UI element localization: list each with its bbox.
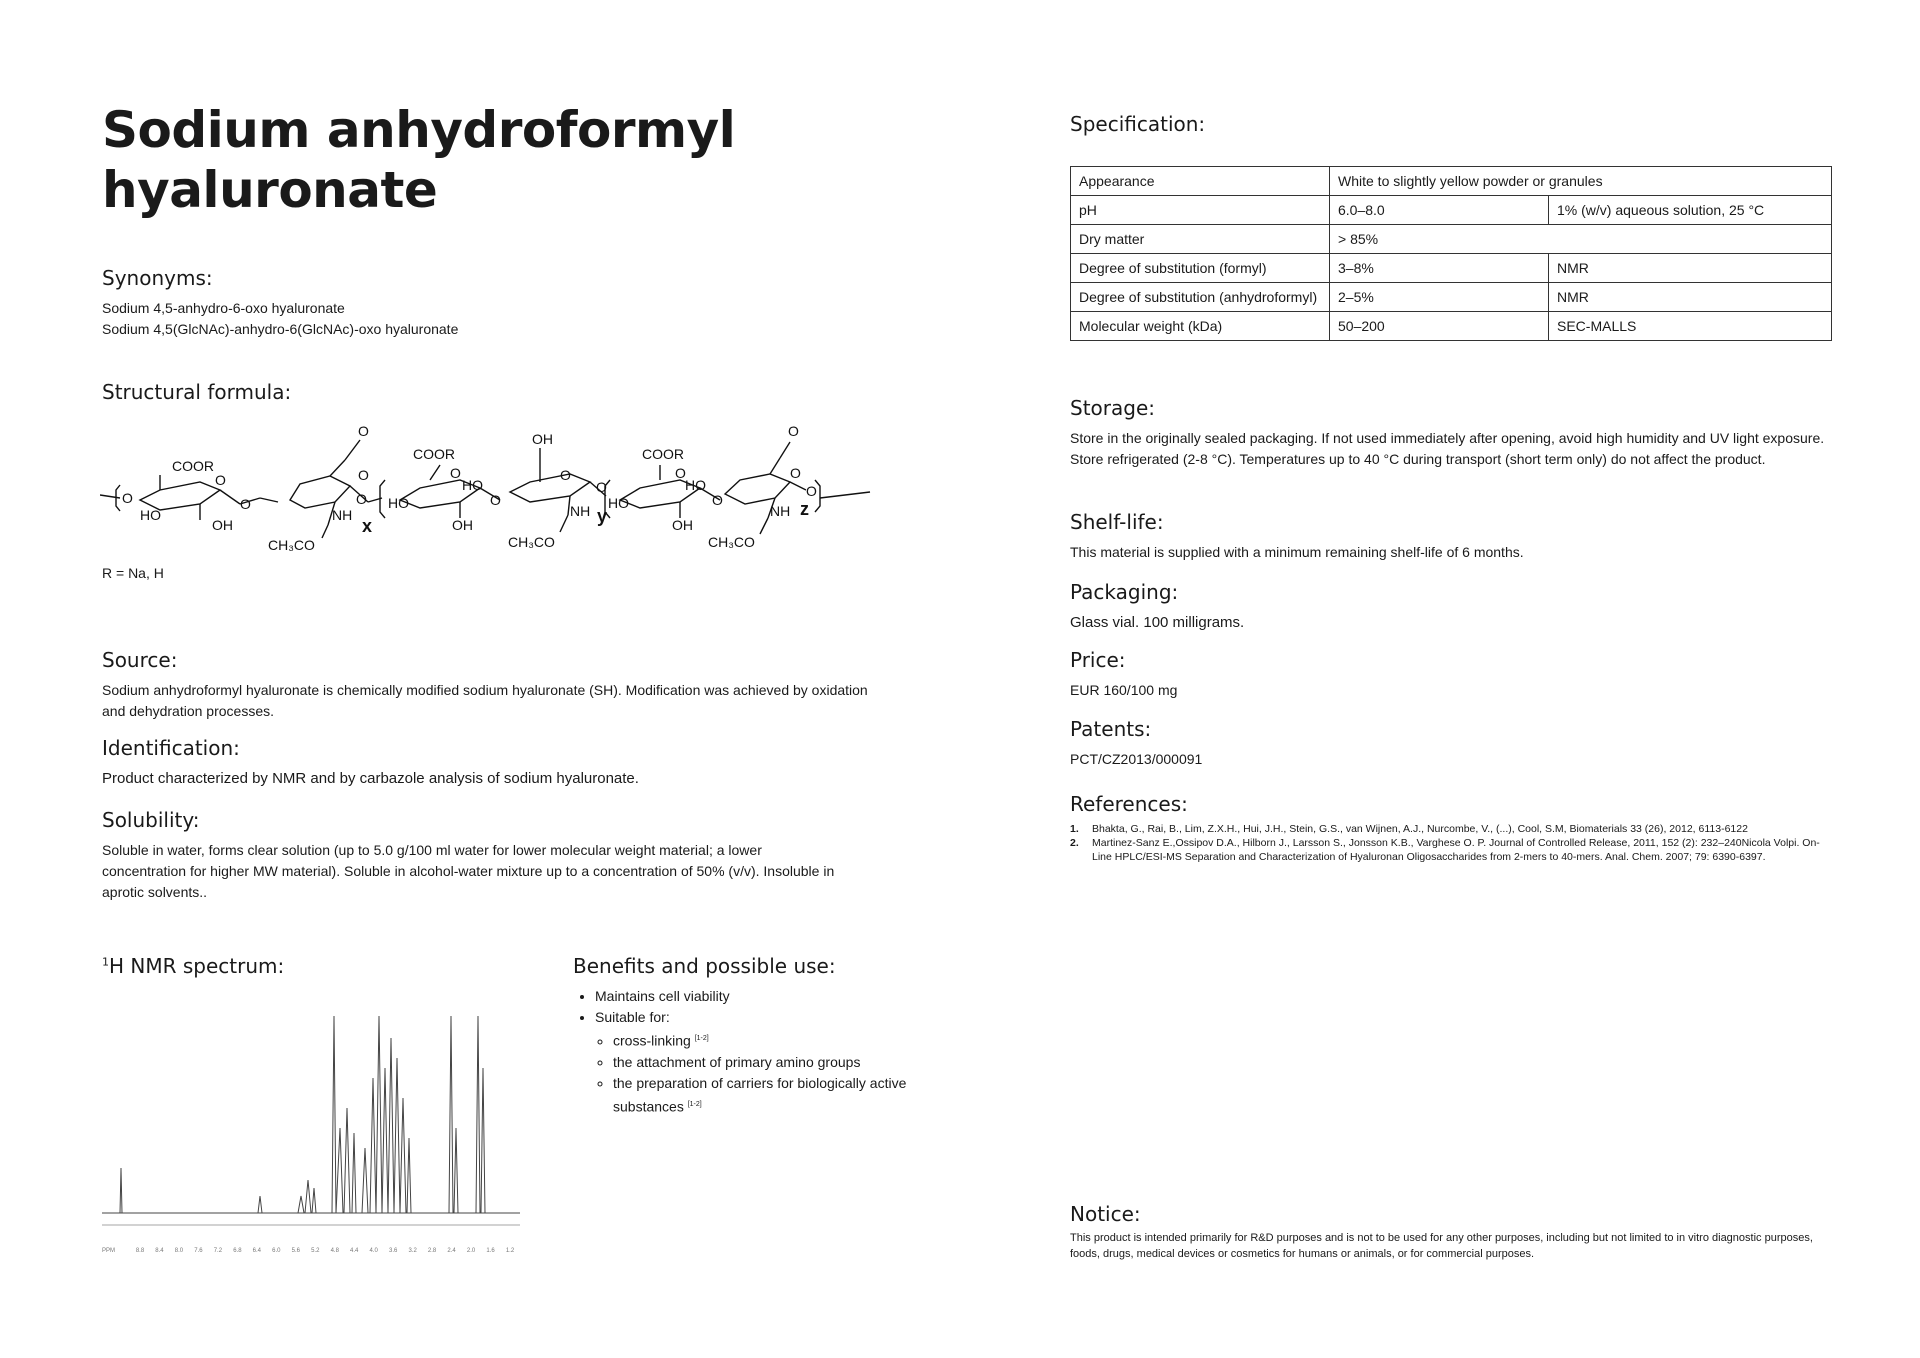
table-row — [1071, 167, 1832, 196]
reference-text: Bhakta, G., Rai, B., Lim, Z.X.H., Hui, J.H., Stein, G.S., van Wijnen, A.J., Nurcombe, V., (...), Cool, S.M, Biomaterials 33 (26), 2012, 6113-6122 — [1092, 823, 1748, 835]
shelf-life-heading: Shelf-life: — [1070, 510, 1164, 534]
spec-cell: Degree of substitution (anhydroformyl) — [1071, 283, 1330, 312]
spec-cell: Dry matter — [1071, 225, 1330, 254]
nmr-peak — [454, 1128, 458, 1213]
spec-cell: pH — [1071, 196, 1330, 225]
nmr-peak — [400, 1098, 406, 1213]
nmr-tick-label: 4.8 — [330, 1248, 339, 1254]
nmr-tick-label: 5.6 — [291, 1248, 300, 1254]
label-x: x — [362, 516, 373, 536]
nmr-peak — [120, 1168, 122, 1213]
reference-item — [1070, 836, 1830, 864]
references-list — [1070, 822, 1830, 864]
nmr-tick-label: 6.8 — [233, 1248, 242, 1254]
identification-text: Product characterized by NMR and by carbazole analysis of sodium hyaluronate. — [102, 770, 639, 787]
spec-cell: Appearance — [1071, 167, 1330, 196]
spec-cell: NMR — [1549, 283, 1832, 312]
page-title — [102, 100, 922, 220]
label-o-8: O — [490, 492, 501, 508]
nmr-heading-sup: 1 — [102, 955, 109, 969]
table-row — [1071, 283, 1832, 312]
spec-cell: > 85% — [1330, 225, 1832, 254]
label-o-13: O — [788, 423, 799, 439]
spec-cell: Molecular weight (kDa) — [1071, 312, 1330, 341]
references-section — [1070, 792, 1830, 864]
label-o-9: O — [560, 467, 571, 483]
nmr-tick-label: 6.4 — [252, 1248, 262, 1254]
synonym-2: Sodium 4,5(GlcNAc)-anhydro-6(GlcNAc)-oxo hyaluronate — [102, 321, 459, 337]
nmr-section — [102, 954, 502, 986]
label-o: O — [122, 490, 133, 506]
nmr-peak — [352, 1133, 356, 1213]
notice-section — [1070, 1202, 1830, 1262]
label-nh-3: NH — [770, 503, 791, 519]
shelf-life-section — [1070, 510, 1830, 563]
nmr-peak — [388, 1038, 394, 1213]
label-o-14: O — [790, 465, 801, 481]
table-row — [1071, 312, 1832, 341]
label-ho-2: HO — [388, 495, 409, 511]
title-line-1: Sodium anhydroformyl — [102, 101, 736, 159]
identification-section — [102, 736, 882, 789]
benefit-sub-3 — [613, 1073, 933, 1118]
label-ch3co-1: CH₃CO — [268, 537, 315, 553]
label-o-10: O — [596, 479, 607, 495]
benefit-sub-1 — [613, 1028, 933, 1052]
label-o-12: O — [712, 492, 723, 508]
r-note — [102, 563, 882, 584]
synonyms-section — [102, 266, 882, 340]
spec-cell: Degree of substitution (formyl) — [1071, 254, 1330, 283]
benefits-section — [573, 954, 933, 1117]
solubility-section — [102, 808, 842, 903]
label-ho-5: HO — [685, 477, 706, 493]
label-oh-4: OH — [672, 517, 693, 533]
specification-section — [1070, 112, 1850, 341]
nmr-tick-label: 6.0 — [272, 1248, 281, 1254]
identification-heading: Identification: — [102, 736, 240, 760]
benefit-sub-1-text: cross-linking — [613, 1032, 691, 1049]
nmr-tick-label: 2.8 — [427, 1248, 437, 1254]
reference-item — [1070, 822, 1830, 836]
benefit-sub-3-text: the preparation of carriers for biologically active substances — [613, 1074, 907, 1115]
nmr-peak — [332, 1016, 336, 1213]
references-heading: References: — [1070, 792, 1188, 816]
nmr-tick-label: 4.0 — [369, 1248, 378, 1254]
patents-heading: Patents: — [1070, 717, 1152, 741]
table-row — [1071, 254, 1832, 283]
nmr-peak — [344, 1108, 350, 1213]
benefits-heading: Benefits and possible use: — [573, 954, 836, 978]
nmr-heading — [102, 954, 502, 978]
solubility-heading: Solubility: — [102, 808, 200, 832]
nmr-axis-label: PPM — [102, 1248, 116, 1254]
source-section — [102, 648, 882, 722]
label-oh-1: OH — [212, 517, 233, 533]
reference-number: 1. — [1070, 823, 1079, 835]
nmr-tick-label: 7.6 — [194, 1248, 203, 1254]
reference-text: Martinez-Sanz E.,Ossipov D.A., Hilborn J., Larsson S., Jonsson K.B., Varghese O. P. Journal of Controlled Release, 2011, 152 (2): 232–240Nicola Volpi. On-Line HPLC/ESI-MS Separation and Characterization of Hyaluronan Oligosaccharides from 2-mers to 40-mers. Anal. Chem. 2007; 79: 6390-6397. — [1092, 837, 1820, 863]
packaging-text: Glass vial. 100 milligrams. — [1070, 614, 1245, 631]
nmr-heading-text: H NMR spectrum: — [109, 954, 285, 978]
specification-heading: Specification: — [1070, 112, 1206, 136]
storage-heading: Storage: — [1070, 396, 1155, 420]
label-o-5: O — [358, 467, 369, 483]
nmr-peak — [336, 1128, 343, 1213]
benefits-list — [573, 986, 933, 1117]
left-column — [102, 100, 922, 260]
nmr-peak — [476, 1016, 480, 1213]
label-nh-2: NH — [570, 503, 591, 519]
spec-cell: 6.0–8.0 — [1330, 196, 1549, 225]
nmr-tick-label: 5.2 — [311, 1248, 320, 1254]
structural-section — [102, 380, 882, 412]
label-o-7: O — [450, 465, 461, 481]
nmr-tick-label: 7.2 — [213, 1248, 223, 1254]
nmr-peak — [449, 1016, 453, 1213]
spec-cell: White to slightly yellow powder or granules — [1330, 167, 1832, 196]
nmr-peak — [258, 1196, 262, 1213]
nmr-peak — [305, 1180, 311, 1213]
shelf-life-text: This material is supplied with a minimum remaining shelf-life of 6 months. — [1070, 544, 1524, 560]
benefit-sub-3-ref: [1-2] — [687, 1100, 702, 1108]
nmr-spectrum — [100, 1008, 520, 1270]
nmr-tick-label: 2.4 — [447, 1248, 456, 1254]
label-oh-2: OH — [452, 517, 473, 533]
benefit-sub-2: ◦ the attachment of primary amino groups — [613, 1052, 933, 1073]
label-o-3: O — [240, 496, 251, 512]
price-heading: Price: — [1070, 648, 1126, 672]
label-ho-3: HO — [462, 477, 483, 493]
nmr-peak — [298, 1196, 304, 1213]
packaging-heading: Packaging: — [1070, 580, 1179, 604]
synonyms-heading: Synonyms: — [102, 266, 213, 290]
spec-cell: NMR — [1549, 254, 1832, 283]
label-coor-1: COOR — [172, 458, 214, 474]
label-ch3co-3: CH₃CO — [708, 534, 755, 550]
label-o-2: O — [215, 472, 226, 488]
nmr-tick-label: 3.6 — [388, 1248, 398, 1254]
nmr-peak — [394, 1058, 400, 1213]
benefit-item-2 — [595, 1007, 933, 1117]
nmr-peak — [370, 1078, 376, 1213]
r-note-text: R = Na, H — [102, 565, 164, 581]
spec-cell: SEC-MALLS — [1549, 312, 1832, 341]
notice-heading: Notice: — [1070, 1202, 1141, 1226]
patents-section — [1070, 717, 1830, 770]
title-line-2: hyaluronate — [102, 161, 438, 219]
label-ch3co-2: CH₃CO — [508, 534, 555, 550]
nmr-peak — [362, 1148, 368, 1213]
benefit-sub-1-ref: [1-2] — [694, 1035, 709, 1042]
nmr-tick-label: 8.4 — [155, 1248, 164, 1254]
label-coor-3: COOR — [642, 446, 684, 462]
structural-formula — [100, 420, 880, 560]
patents-text: PCT/CZ2013/000091 — [1070, 751, 1203, 767]
nmr-tick-label: 8.0 — [174, 1248, 184, 1254]
nmr-tick-label: 3.2 — [408, 1248, 417, 1254]
nmr-tick-label: 2.0 — [466, 1248, 476, 1254]
label-o-11: O — [675, 465, 686, 481]
label-o-4: O — [358, 423, 369, 439]
nmr-tick-label: 1.6 — [486, 1248, 495, 1254]
label-oh-3: OH — [532, 431, 553, 447]
label-ho-4: HO — [608, 495, 629, 511]
nmr-peak — [481, 1068, 485, 1213]
nmr-tick-label: 8.8 — [135, 1248, 145, 1254]
nmr-peak — [312, 1188, 316, 1213]
table-row — [1071, 225, 1832, 254]
benefit-item-2-text: Suitable for: — [595, 1009, 670, 1025]
spec-cell: 2–5% — [1330, 283, 1549, 312]
spec-cell: 50–200 — [1330, 312, 1549, 341]
storage-section — [1070, 396, 1830, 470]
benefit-item-1: • Maintains cell viability — [595, 986, 933, 1007]
source-text: Sodium anhydroformyl hyaluronate is chemically modified sodium hyaluronate (SH). Modification was achieved by oxidation and dehydration processes. — [102, 682, 868, 719]
table-row — [1071, 196, 1832, 225]
price-text: EUR 160/100 mg — [1070, 682, 1178, 698]
reference-number: 2. — [1070, 837, 1079, 849]
label-y: y — [597, 506, 608, 526]
label-z: z — [800, 499, 809, 519]
spec-cell: 3–8% — [1330, 254, 1549, 283]
notice-text: This product is intended primarily for R&D purposes and is not to be used for any other purposes, including but not limited to in vitro diagnostic purposes, foods, drugs, medical devices or cosmetics for humans or animals, or for commercial purposes. — [1070, 1232, 1813, 1260]
spec-cell: 1% (w/v) aqueous solution, 25 °C — [1549, 196, 1832, 225]
nmr-tick-label: 1.2 — [505, 1248, 515, 1254]
label-nh-1: NH — [332, 507, 353, 523]
label-ho-1: HO — [140, 507, 161, 523]
label-o-15: O — [806, 483, 817, 499]
label-o-6: O — [356, 491, 367, 507]
storage-text: Store in the originally sealed packaging. If not used immediately after opening, avoid high humidity and UV light exposure. Store refrigerated (2-8 °C). Temperatures up to 40 °C during transport (short term only) do not affect the product. — [1070, 430, 1825, 467]
nmr-peak — [382, 1068, 388, 1213]
nmr-peak — [407, 1138, 411, 1213]
specification-table — [1070, 166, 1832, 341]
nmr-peak — [376, 1016, 382, 1213]
label-coor-2: COOR — [413, 446, 455, 462]
source-heading: Source: — [102, 648, 178, 672]
nmr-tick-label: 4.4 — [350, 1248, 359, 1254]
price-section — [1070, 648, 1830, 701]
synonym-1: Sodium 4,5-anhydro-6-oxo hyaluronate — [102, 300, 345, 316]
solubility-text: Soluble in water, forms clear solution (up to 5.0 g/100 ml water for lower molecular weight material; a lower concentration for higher MW material). Soluble in alcohol-water mixture up to a concentration of 50% (v/v). Insoluble in aprotic solvents.. — [102, 842, 835, 900]
packaging-section — [1070, 580, 1830, 633]
structural-heading: Structural formula: — [102, 380, 292, 404]
